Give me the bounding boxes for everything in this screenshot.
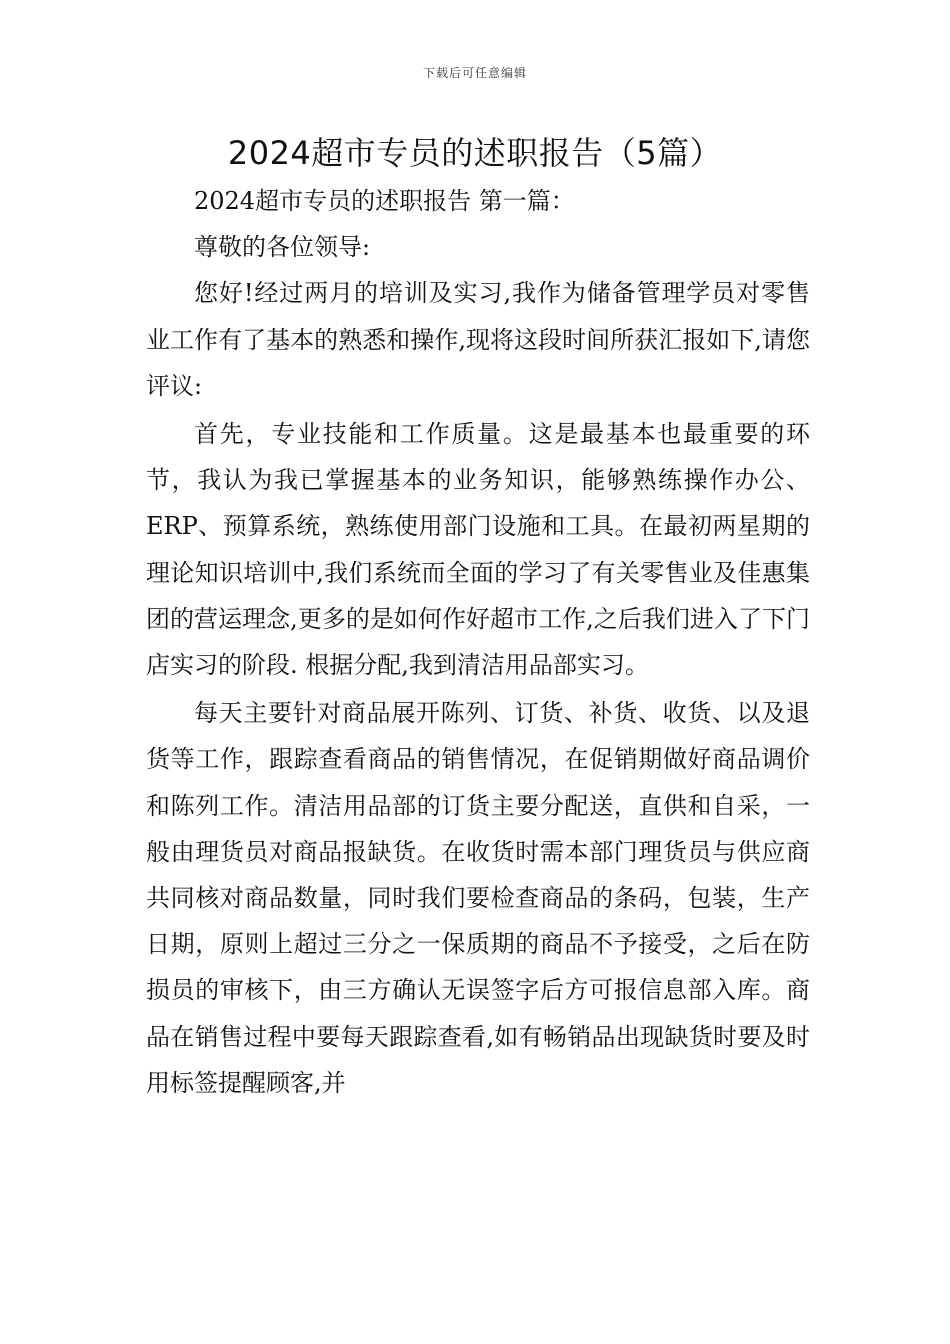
document-title: 2024超市专员的述职报告（5篇） (227, 134, 723, 172)
body-paragraph: 您好!经过两月的培训及实习,我作为储备管理学员对零售业工作有了基本的熟悉和操作,现将这段时间所获汇报如下,请您评议: (146, 279, 810, 400)
document-body (146, 178, 810, 1106)
header-note: 下载后可任意编辑 (422, 66, 527, 80)
salutation: 尊敬的各位领导: (194, 233, 371, 262)
body-paragraph: 首先，专业技能和工作质量。这是最基本也最重要的环节，我认为我已掌握基本的业务知识，能够熟练操作办公、ERP、预算系统，熟练使用部门设施和工具。在最初两星期的理论知识培训中,我们系统而全面的学习了有关零售业及佳惠集团的营运理念,更多的是如何作好超市工作,之后我们进入了下门店实习的阶段. 根据分配,我到清洁用品部实习。 (146, 420, 810, 680)
section-heading: 2024超市专员的述职报告 第一篇： (194, 187, 575, 215)
body-paragraph: 每天主要针对商品展开陈列、订货、补货、收货、以及退货等工作，跟踪查看商品的销售情况，在促销期做好商品调价和陈列工作。清洁用品部的订货主要分配送，直供和自采，一般由理货员对商品报缺货。在收货时需本部门理货员与供应商共同核对商品数量，同时我们要检查商品的条码，包装，生产日期，原则上超过三分之一保质期的商品不予接受，之后在防损员的审核下，由三方确认无误签字后方可报信息部入库。商品在销售过程中要每天跟踪查看,如有畅销品出现缺货时要及时用标签提醒顾客,并 (146, 699, 810, 1097)
